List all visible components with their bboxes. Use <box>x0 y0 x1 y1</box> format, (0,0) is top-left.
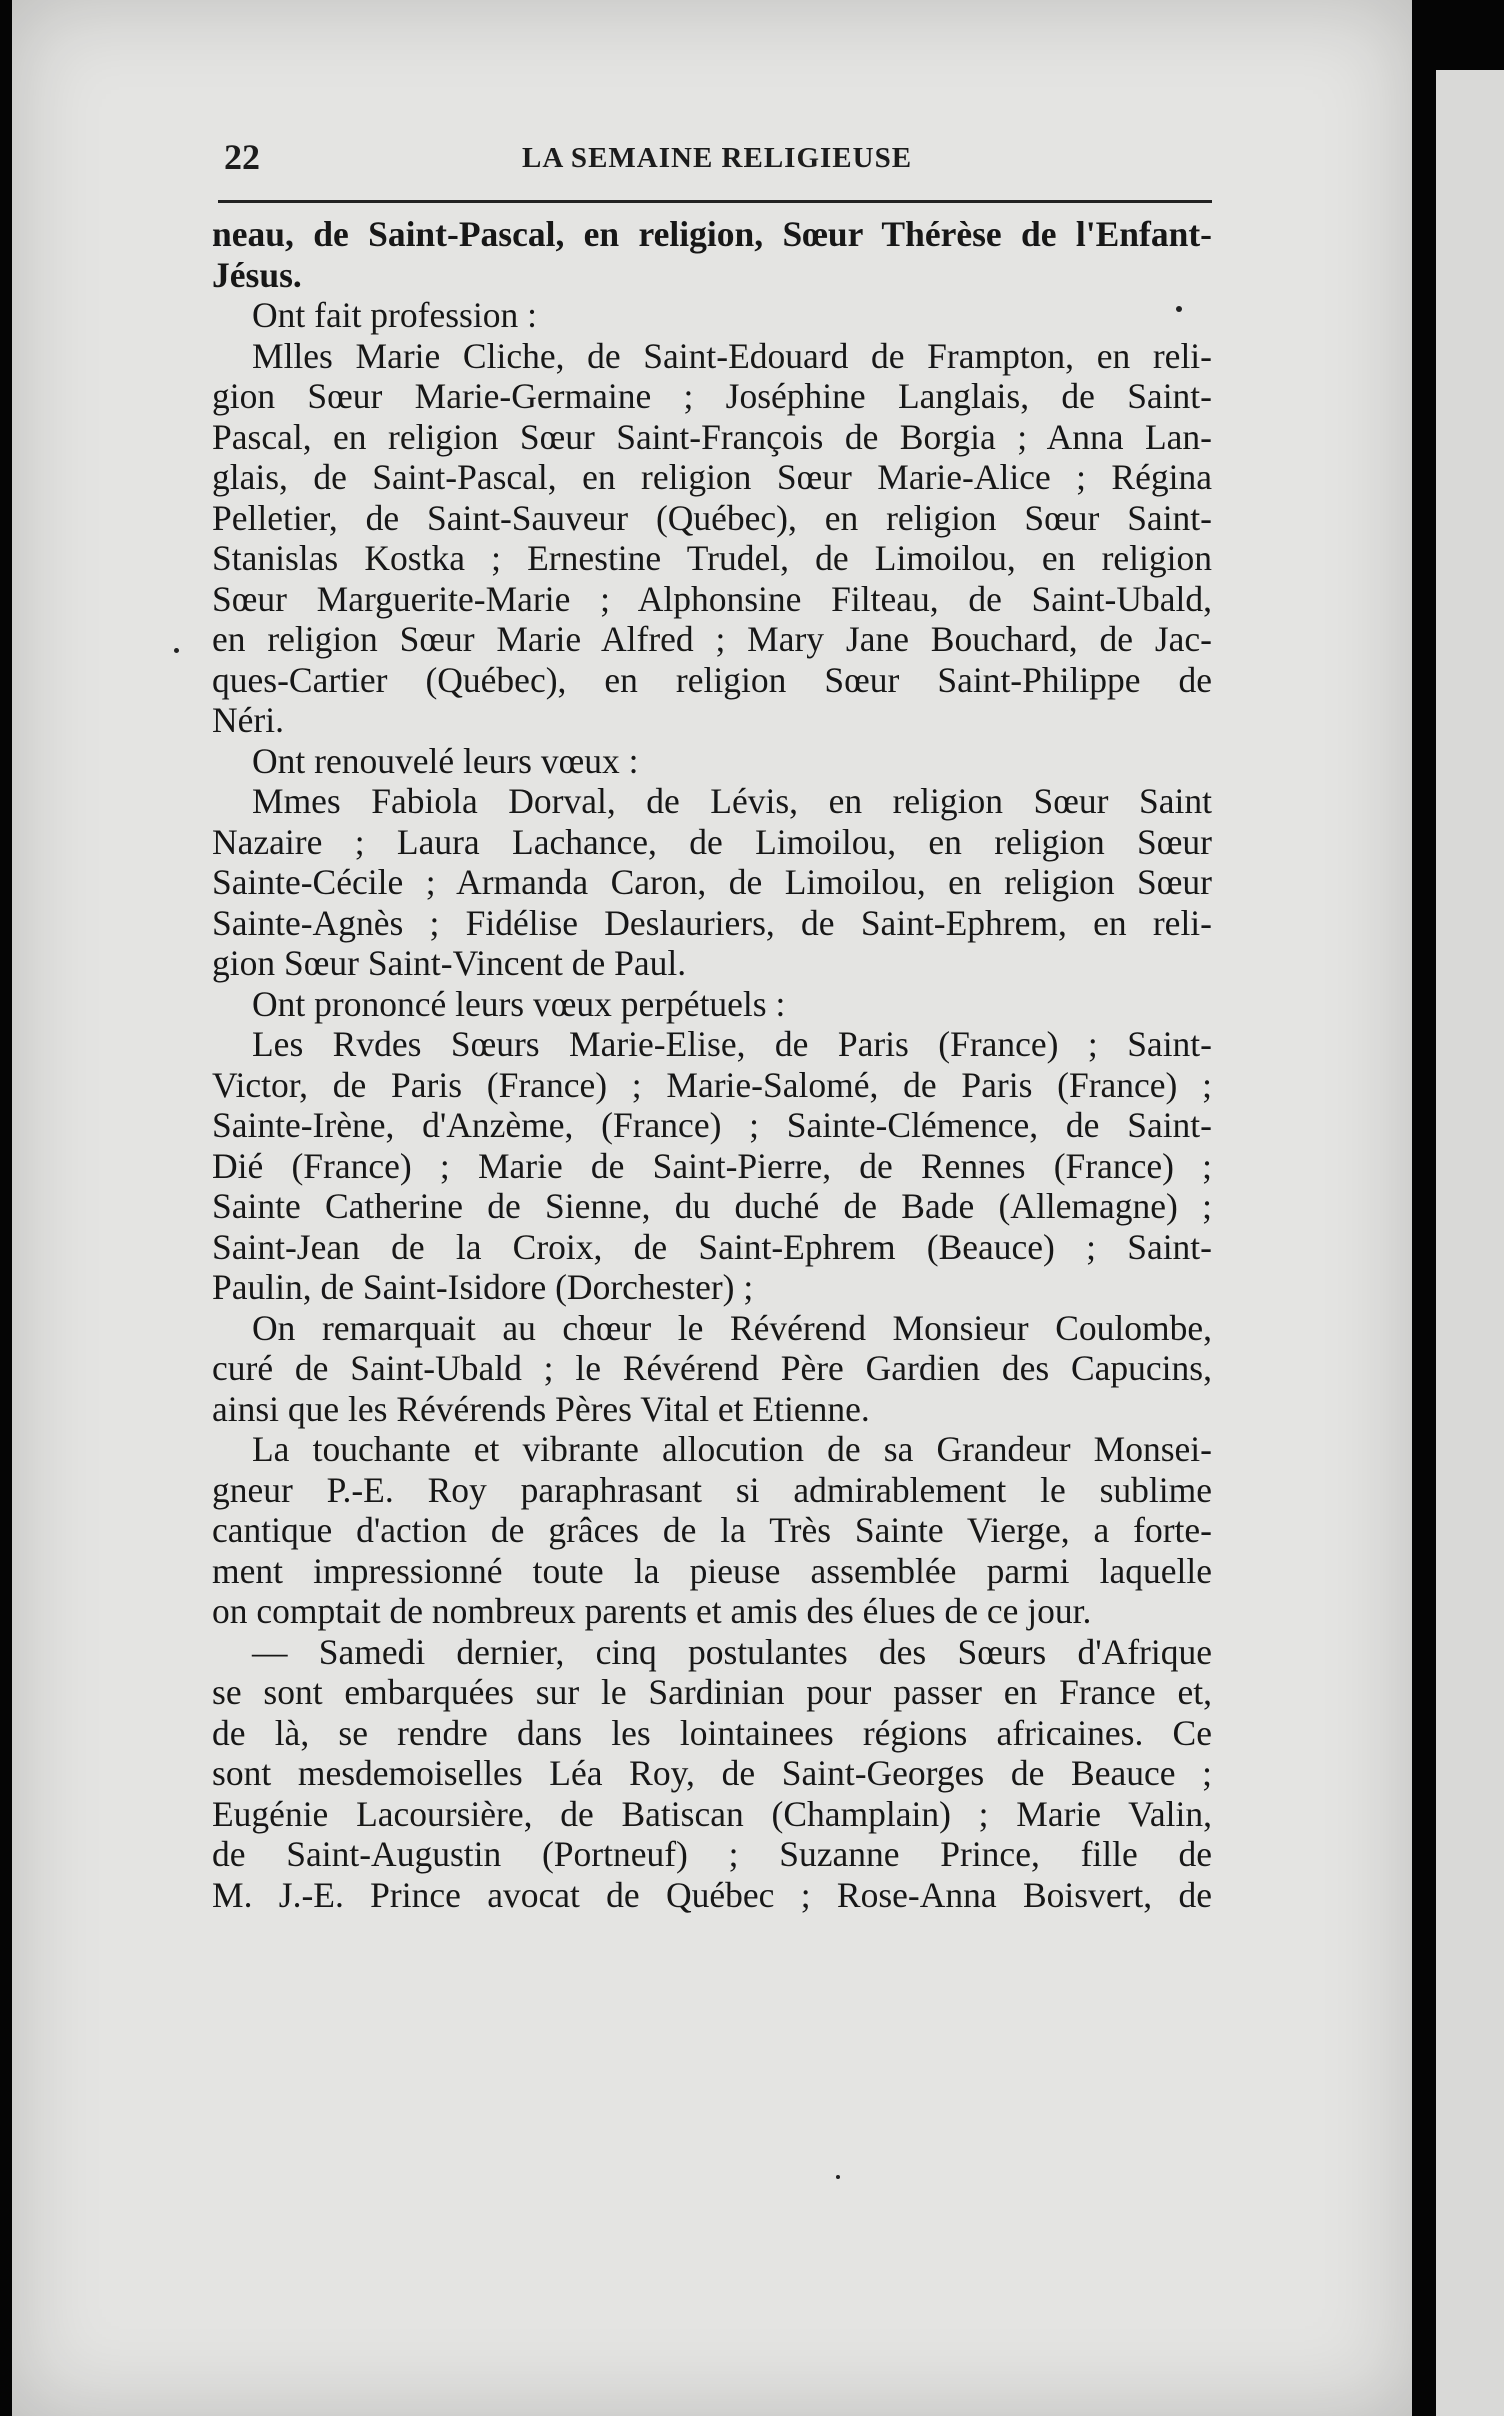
text-line: Néri. <box>212 700 284 740</box>
text-line: Sainte-Cécile ; Armanda Caron, de Limoilou, en religion Sœur <box>212 862 1212 902</box>
text-line: Mmes Fabiola Dorval, de Lévis, en religion Sœur Saint <box>252 781 1212 821</box>
text-line: Stanislas Kostka ; Ernestine Trudel, de Limoilou, en religion <box>212 538 1212 578</box>
text-line: Mlles Marie Cliche, de Saint-Edouard de Frampton, en reli- <box>252 335 1212 376</box>
text-line: Sainte Catherine de Sienne, du duché de Bade (Allemagne) ; <box>212 1186 1212 1226</box>
text-line: Ont renouvelé leurs vœux : <box>252 740 639 781</box>
text-line: curé de Saint-Ubald ; le Révérend Père Gardien des Capucins, <box>212 1348 1212 1388</box>
text-line: Pascal, en religion Sœur Saint-François de Borgia ; Anna Lan- <box>212 416 1212 457</box>
text-line: Pelletier, de Saint-Sauveur (Québec), en religion Sœur Saint- <box>212 497 1212 538</box>
text-line: Ont prononcé leurs vœux perpétuels : <box>252 983 786 1024</box>
text-line: cantique d'action de grâces de la Très Sainte Vierge, a forte- <box>212 1510 1212 1550</box>
text-line: Nazaire ; Laura Lachance, de Limoilou, en religion Sœur <box>212 821 1212 862</box>
scan-speck <box>836 2175 840 2179</box>
text-line: Eugénie Lacoursière, de Batiscan (Champlain) ; Marie Valin, <box>212 1793 1212 1834</box>
text-line: se sont embarquées sur le Sardinian pour passer en France et, <box>212 1672 1212 1712</box>
text-line: Paulin, de Saint-Isidore (Dorchester) ; <box>212 1267 754 1307</box>
page-number: 22 <box>224 137 260 177</box>
text-line: ment impressionné toute la pieuse assemblée parmi laquelle <box>212 1550 1212 1591</box>
running-title: LA SEMAINE RELIGIEUSE <box>522 142 913 174</box>
text-line: de Saint-Augustin (Portneuf) ; Suzanne Prince, fille de <box>212 1834 1212 1874</box>
text-line: gion Sœur Marie-Germaine ; Joséphine Langlais, de Saint- <box>212 376 1212 416</box>
text-line: Sainte-Irène, d'Anzème, (France) ; Sainte-Clémence, de Saint- <box>212 1105 1212 1145</box>
text-line: M. J.-E. Prince avocat de Québec ; Rose-Anna Boisvert, de <box>212 1874 1212 1915</box>
scan-speck <box>174 648 179 653</box>
header-rule <box>218 200 1212 203</box>
text-line: neau, de Saint-Pascal, en religion, Sœur Thérèse de l'Enfant- <box>212 214 1212 254</box>
text-line: Victor, de Paris (France) ; Marie-Salomé, de Paris (France) ; <box>212 1064 1212 1105</box>
scan-speck <box>1176 306 1182 312</box>
text-line: de là, se rendre dans les lointainees régions africaines. Ce <box>212 1712 1212 1753</box>
text-line: en religion Sœur Marie Alfred ; Mary Jane Bouchard, de Jac- <box>212 619 1212 659</box>
text-line: Les Rvdes Sœurs Marie-Elise, de Paris (France) ; Saint- <box>252 1024 1212 1064</box>
text-line: La touchante et vibrante allocution de sa Grandeur Monsei- <box>252 1429 1212 1469</box>
text-line: Sœur Marguerite-Marie ; Alphonsine Filteau, de Saint-Ubald, <box>212 578 1212 619</box>
text-line: gion Sœur Saint-Vincent de Paul. <box>212 943 687 983</box>
text-line: gneur P.-E. Roy paraphrasant si admirablement le sublime <box>212 1469 1212 1510</box>
text-line: — Samedi dernier, cinq postulantes des Sœurs d'Afrique <box>252 1631 1212 1672</box>
text-line: Dié (France) ; Marie de Saint-Pierre, de Rennes (France) ; <box>212 1145 1212 1186</box>
text-line: ques-Cartier (Québec), en religion Sœur Saint-Philippe de <box>212 659 1212 700</box>
adjacent-page-edge <box>1436 70 1504 2416</box>
text-line: Ont fait profession : <box>252 295 537 335</box>
text-line: Saint-Jean de la Croix, de Saint-Ephrem (Beauce) ; Saint- <box>212 1226 1212 1267</box>
text-line: Jésus. <box>212 254 302 295</box>
body-text <box>212 214 1212 1915</box>
text-line: glais, de Saint-Pascal, en religion Sœur Marie-Alice ; Régina <box>212 457 1212 497</box>
text-line: On remarquait au chœur le Révérend Monsieur Coulombe, <box>252 1307 1212 1348</box>
text-line: Sainte-Agnès ; Fidélise Deslauriers, de Saint-Ephrem, en reli- <box>212 902 1212 943</box>
page-header <box>212 126 1212 186</box>
text-line: ainsi que les Révérends Pères Vital et Etienne. <box>212 1388 870 1429</box>
text-line: on comptait de nombreux parents et amis des élues de ce jour. <box>212 1591 1092 1631</box>
text-line: sont mesdemoiselles Léa Roy, de Saint-Georges de Beauce ; <box>212 1753 1212 1793</box>
